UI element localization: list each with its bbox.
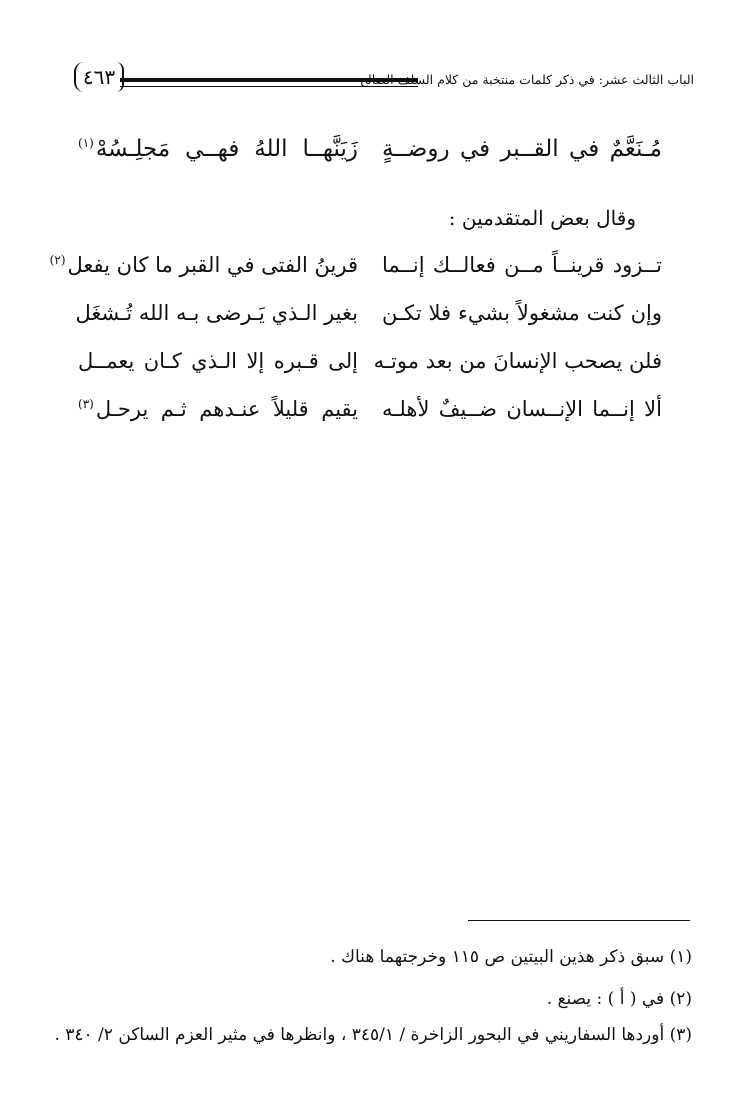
footnote-marker-3: (٣) xyxy=(78,397,94,411)
footnote-rule xyxy=(468,920,690,921)
page-number: ٤٦٣ xyxy=(74,62,122,92)
poem-line-1-left xyxy=(49,250,358,280)
opening-verse-left xyxy=(78,134,358,164)
opening-verse-right: مُـنَعَّمٌ في القــبر في روضــةٍ xyxy=(382,136,662,162)
poem-line-3-right: فلن يصحب الإنسانَ من بعد موتـه xyxy=(373,349,662,373)
footnote-marker-1: (١) xyxy=(78,136,94,151)
footnote-marker-2: (٢) xyxy=(49,253,66,267)
footnote-2: (٢) في ( أ ) : يصنع . xyxy=(546,989,692,1009)
running-head: الباب الثالث عشر: في ذكر كلمات منتخبة من كلام السلف الصالح xyxy=(359,72,694,87)
poem-line-1-right: تــزود قرينــاً مــن فعالــك إنــما xyxy=(382,253,662,277)
poem-intro: وقال بعض المتقدمين : xyxy=(448,206,636,230)
footnote-1: (١) سبق ذكر هذين البيتين ص ١١٥ وخرجتهما هناك . xyxy=(330,947,692,967)
poem-line-2-right: وإن كنت مشغولاً بشيء فلا تكـن xyxy=(382,301,662,325)
poem-line-2-left: بغير الـذي يَـرضى بـه الله تُـشغَل xyxy=(75,301,358,325)
poem-line-4-left xyxy=(78,394,358,424)
poem-line-4-left-text: يقيم قليلاً عنـدهم ثـم يرحـل xyxy=(95,397,358,421)
footnote-3: (٣) أوردها السفاريني في البحور الزاخرة / ٣٤٥/١ ، وانظرها في مثير العزم الساكن ٢/ ٣٤٠ . xyxy=(54,1025,692,1045)
poem-line-3-left: إلى قـبره إلا الـذي كـان يعمــل xyxy=(78,349,358,373)
poem-line-4-right: ألا إنــما الإنــسان ضــيفٌ لأهلـه xyxy=(382,397,662,421)
opening-verse-left-text: زَيَنَّهــا اللهُ فهــي مَجلِـسُهْ xyxy=(95,136,358,162)
poem-line-1-left-text: قرينُ الفتى في القبر ما كان يفعل xyxy=(67,253,358,277)
